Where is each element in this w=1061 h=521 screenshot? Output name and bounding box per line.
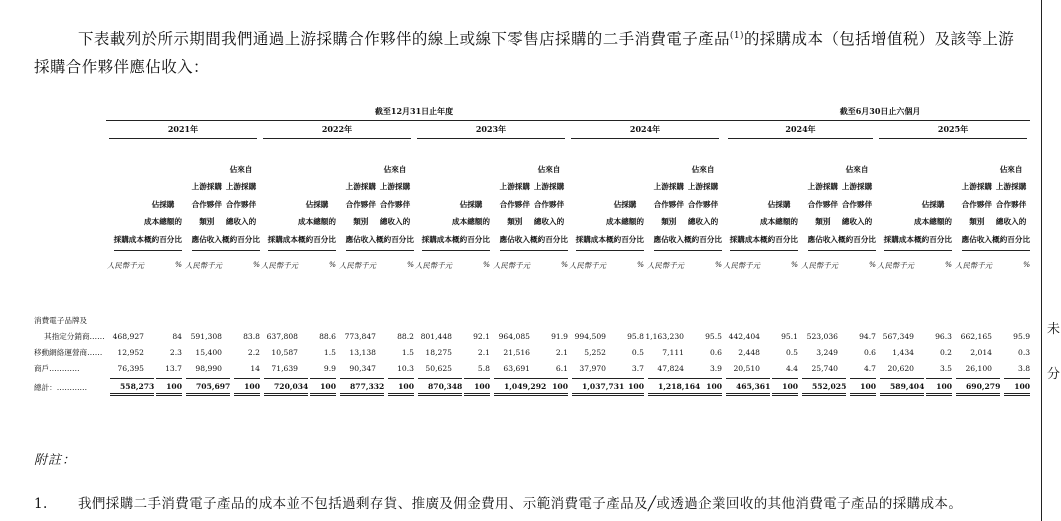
total-cell: 720,034	[264, 378, 308, 396]
table-cell: 13,138	[349, 347, 376, 357]
column-header	[962, 178, 992, 251]
total-cell: 100	[926, 378, 952, 396]
unit-cell: 人民幣千元	[493, 261, 530, 270]
total-cell: 690,279	[956, 378, 1000, 396]
table-cell: 0.3	[1018, 347, 1031, 357]
table-cell: 95.8	[627, 331, 644, 341]
column-header	[576, 231, 606, 252]
column-header-line: 佔採購	[613, 199, 637, 209]
side-mark-2: 分	[1047, 367, 1061, 382]
side-mark-1: 未	[1047, 322, 1061, 337]
table-cell: 468,927	[112, 331, 144, 341]
table-cell: 83.8	[243, 331, 260, 341]
column-header-line: 類別	[199, 217, 215, 226]
column-header-line: 總收入的	[841, 217, 873, 226]
column-header-line: 類別	[969, 217, 985, 226]
unit-cell: %	[328, 260, 336, 269]
total-label: 總計：…………	[34, 382, 88, 392]
column-header-line: 採購成本	[729, 234, 761, 244]
column-header-line: 應佔收入	[807, 234, 839, 244]
unit-cell: 人民幣千元	[185, 261, 222, 270]
column-header-line: 合作夥伴	[345, 199, 376, 209]
table-cell: 12,952	[117, 347, 144, 357]
group-year-header: 截至12月31日止年度	[106, 102, 722, 121]
unit-cell: %	[636, 260, 644, 269]
column-header-line: 總收入的	[687, 217, 719, 226]
total-cell: 100	[1004, 378, 1030, 396]
total-cell: 558,273	[110, 378, 154, 396]
total-cell: 552,025	[802, 378, 846, 396]
table-cell: 71,639	[271, 363, 298, 373]
table-cell: 15,400	[195, 347, 222, 357]
total-cell: 1,049,292	[494, 378, 546, 396]
year-header-1: 2022年	[263, 124, 411, 139]
column-header-line: 上游採購	[225, 182, 257, 191]
table-cell: 6.1	[555, 363, 568, 373]
column-header-line: 概約百分比	[760, 234, 799, 244]
note-item-1	[34, 492, 1034, 512]
column-header-line: 類別	[507, 217, 523, 226]
year-header-row	[34, 121, 1030, 142]
column-header-line: 應佔收入	[961, 234, 993, 244]
note-number: 1.	[34, 496, 48, 512]
table-cell: 20,510	[733, 363, 761, 373]
table-row-label	[34, 312, 1030, 328]
column-header-line: 成本總額的	[144, 217, 182, 226]
table-cell: 567,349	[882, 331, 915, 341]
column-header-line: 總收入的	[379, 217, 411, 226]
total-cell: 870,348	[418, 378, 462, 396]
table-cell: 442,404	[728, 331, 761, 341]
unit-cell: %	[406, 260, 414, 269]
column-header-line: 上游採購	[687, 182, 719, 191]
unit-cell: 人民幣千元	[339, 261, 376, 270]
column-header-line: 概約百分比	[298, 234, 336, 244]
column-header-line: 概約百分比	[914, 234, 953, 244]
column-header	[654, 178, 684, 251]
column-header-line: 佔來自	[537, 164, 561, 174]
table-cell: 5,252	[584, 347, 606, 357]
column-header-line: 合作夥伴	[225, 199, 257, 209]
unit-cell: %	[482, 260, 490, 269]
column-header-line: 佔採購	[305, 199, 329, 209]
column-header-line: 總收入的	[995, 217, 1027, 226]
column-header	[268, 231, 298, 252]
column-header-line: 上游採購	[807, 182, 839, 191]
column-header-line: 應佔收入	[191, 234, 222, 244]
unit-cell: %	[174, 260, 182, 269]
table-cell: 18,275	[425, 347, 452, 357]
total-cell: 100	[310, 378, 336, 396]
total-cell: 1,037,731	[572, 378, 624, 396]
column-header	[884, 231, 914, 252]
table-cell: 637,808	[266, 331, 298, 341]
column-header-line: 佔採購	[921, 199, 945, 209]
column-header-line: 概約百分比	[452, 234, 490, 244]
table-cell: 21,516	[503, 347, 530, 357]
column-header-line: 概約百分比	[530, 234, 568, 244]
table-cell: 964,085	[498, 331, 530, 341]
table-cell: 76,395	[117, 363, 144, 373]
table-cell: 10.3	[397, 363, 414, 373]
unit-cell: 人民幣千元	[261, 261, 298, 270]
column-header-line: 採購成本	[421, 234, 452, 244]
table-cell: 3,249	[816, 347, 839, 357]
unit-cell: 人民幣千元	[107, 261, 144, 270]
table-cell: 1,434	[892, 347, 915, 357]
table-cell: 88.2	[397, 331, 414, 341]
column-header-line: 佔來自	[845, 164, 869, 174]
total-cell: 100	[464, 378, 490, 396]
intro-paragraph	[34, 22, 1024, 81]
intro-text-b: 的採購成本（包括增值税）及該等上游採購合作夥伴應佔收入：	[34, 30, 1015, 76]
table-cell: 591,308	[190, 331, 222, 341]
total-cell: 100	[618, 378, 644, 396]
column-header-line: 概約百分比	[684, 234, 723, 244]
table-row	[34, 360, 1030, 376]
table-cell: 95.9	[1013, 331, 1031, 341]
table-cell: 98,990	[195, 363, 222, 373]
column-header-line: 總收入的	[533, 217, 565, 226]
total-cell: 877,332	[340, 378, 384, 396]
row-label: 商戶…………	[34, 363, 80, 373]
column-header-line: 類別	[661, 217, 677, 226]
column-header-line: 採購成本	[113, 234, 144, 244]
column-header	[808, 178, 838, 251]
column-header-line: 合作夥伴	[379, 199, 411, 209]
column-header-line: 概約百分比	[606, 234, 644, 244]
year-header-3: 2024年	[571, 124, 719, 139]
note-text: 我們採購二手消費電子產品的成本並不包括過剩存貨、推廣及佣金費用、示範消費電子產品及╱或透過企業回收的其他消費電子產品的採購成本。	[78, 496, 963, 512]
column-header-line: 上游採購	[499, 182, 530, 191]
column-header-line: 應佔收入	[499, 234, 530, 244]
table-cell: 801,448	[420, 331, 452, 341]
total-cell: 100	[772, 378, 798, 396]
table-cell: 3.5	[939, 363, 953, 373]
table-cell: 4.4	[785, 363, 799, 373]
table-cell: 994,509	[574, 331, 606, 341]
column-header	[144, 196, 182, 252]
table-cell: 96.3	[935, 331, 953, 341]
intro-text-a: 下表載列於所示期間我們通過上游採購合作夥伴的線上或線下零售店採購的二手消費電子產品	[78, 30, 730, 48]
unit-cell: 人民幣千元	[723, 261, 761, 270]
column-header-line: 總收入的	[225, 217, 257, 226]
total-cell: 100	[388, 378, 414, 396]
column-header-line: 合作夥伴	[961, 199, 993, 209]
total-cell: 100	[696, 378, 722, 396]
row-label: 移動網絡運營商……	[34, 347, 103, 357]
page-edge-line	[1041, 0, 1042, 521]
total-cell: 100	[542, 378, 568, 396]
table-cell: 523,036	[806, 331, 839, 341]
column-header-line: 概約百分比	[838, 234, 877, 244]
unit-row	[34, 254, 1030, 290]
total-cell: 465,361	[726, 378, 770, 396]
unit-cell: %	[252, 260, 260, 269]
column-header-line: 合作夥伴	[191, 199, 222, 209]
column-header-line: 佔來自	[383, 164, 407, 174]
column-header-line: 合作夥伴	[499, 199, 530, 209]
column-header-line: 合作夥伴	[841, 199, 873, 209]
table-cell: 10,587	[271, 347, 298, 357]
column-header-line: 成本總額的	[452, 217, 490, 226]
column-header	[192, 178, 222, 251]
table-cell: 4.7	[863, 363, 877, 373]
column-header	[422, 231, 452, 252]
table-cell: 47,824	[657, 363, 684, 373]
table-cell: 2,014	[970, 347, 993, 357]
column-header-line: 成本總額的	[760, 217, 799, 226]
column-header-line: 採購成本	[575, 234, 606, 244]
total-cell: 1,218,164	[648, 378, 700, 396]
column-header-line: 合作夥伴	[533, 199, 565, 209]
table-cell: 90,347	[349, 363, 376, 373]
column-header-line: 概約百分比	[376, 234, 414, 244]
total-cell: 589,404	[880, 378, 924, 396]
table-cell: 9.9	[323, 363, 336, 373]
column-header	[606, 196, 644, 252]
column-header-line: 概約百分比	[222, 234, 260, 244]
table-cell: 25,740	[811, 363, 839, 373]
table-cell: 95.5	[705, 331, 723, 341]
table-cell: 0.5	[631, 347, 644, 357]
column-header	[298, 196, 336, 252]
column-header	[500, 178, 530, 251]
total-cell: 100	[156, 378, 182, 396]
table-cell: 37,970	[579, 363, 606, 373]
column-header	[114, 231, 144, 252]
table-row	[34, 344, 1030, 360]
table-cell: 20,620	[887, 363, 915, 373]
table-cell: 88.6	[319, 331, 336, 341]
total-cell: 100	[234, 378, 260, 396]
column-header	[376, 161, 414, 252]
column-header-line: 類別	[815, 217, 831, 226]
year-header-2: 2023年	[417, 124, 565, 139]
table-cell: 26,100	[965, 363, 993, 373]
table-row	[34, 328, 1030, 344]
table-cell: 2.3	[169, 347, 182, 357]
table-cell: 95.1	[781, 331, 799, 341]
total-row	[34, 376, 1030, 398]
table-cell: 1.5	[401, 347, 414, 357]
unit-cell: 人民幣千元	[877, 261, 915, 270]
row-label: 其指定分銷商……	[44, 331, 105, 341]
unit-cell: %	[868, 260, 877, 269]
column-header-line: 佔採購	[767, 199, 791, 209]
column-header-line: 佔來自	[691, 164, 715, 174]
table-cell: 1.5	[323, 347, 336, 357]
unit-cell: %	[714, 260, 723, 269]
group-header-row	[34, 102, 1030, 121]
table-cell: 0.2	[939, 347, 953, 357]
column-header-line: 佔來自	[229, 164, 253, 174]
column-header-line: 類別	[353, 217, 369, 226]
year-header-5: 2025年	[879, 124, 1027, 139]
column-header-line: 合作夥伴	[687, 199, 719, 209]
table-cell: 84	[172, 331, 182, 341]
unit-cell: %	[560, 260, 568, 269]
total-cell: 100	[850, 378, 876, 396]
column-header-line: 上游採購	[533, 182, 565, 191]
column-header-line: 合作夥伴	[995, 199, 1027, 209]
column-header-line: 採購成本	[267, 234, 298, 244]
table-cell: 3.9	[709, 363, 723, 373]
table-cell: 3.7	[631, 363, 644, 373]
column-header-line: 上游採購	[841, 182, 873, 191]
total-cell: 705,697	[186, 378, 230, 396]
table-cell: 2.1	[555, 347, 568, 357]
column-header	[222, 161, 260, 252]
table-cell: 1,163,230	[645, 331, 684, 341]
column-header	[730, 231, 760, 252]
table-cell: 94.7	[859, 331, 877, 341]
table-cell: 2,448	[738, 347, 761, 357]
unit-cell: 人民幣千元	[647, 261, 684, 270]
unit-cell: 人民幣千元	[569, 261, 606, 270]
column-header-line: 上游採購	[191, 182, 222, 191]
column-header	[914, 196, 952, 252]
table-cell: 2.2	[247, 347, 260, 357]
unit-cell: 人民幣千元	[415, 261, 452, 270]
column-header	[838, 161, 876, 252]
table-cell: 92.1	[473, 331, 490, 341]
footnote-ref: (1)	[729, 31, 744, 41]
column-header-line: 成本總額的	[298, 217, 336, 226]
year-header-0: 2021年	[109, 124, 257, 139]
table-cell: 0.5	[785, 347, 799, 357]
column-header-line: 上游採購	[379, 182, 411, 191]
unit-cell: 人民幣千元	[801, 261, 839, 270]
column-header	[760, 196, 798, 252]
column-header-line: 佔採購	[459, 199, 483, 209]
table-cell: 50,625	[425, 363, 452, 373]
unit-cell: %	[1023, 260, 1031, 269]
column-header-line: 上游採購	[961, 182, 993, 191]
procurement-cost-table	[34, 102, 1030, 398]
group-half-header: 截至6月30日止六個月	[722, 102, 1030, 121]
column-header	[452, 196, 490, 252]
column-header	[684, 161, 722, 252]
table-cell: 91.9	[551, 331, 568, 341]
unit-cell: 人民幣千元	[955, 261, 993, 270]
year-header-4: 2024年	[728, 124, 873, 139]
column-header-line: 上游採購	[653, 182, 684, 191]
column-header-line: 合作夥伴	[653, 199, 684, 209]
column-header-line: 應佔收入	[653, 234, 684, 244]
column-header	[992, 161, 1030, 252]
column-header-line: 成本總額的	[606, 217, 644, 226]
table-cell: 63,691	[503, 363, 530, 373]
column-header-line: 合作夥伴	[807, 199, 839, 209]
table-cell: 2.1	[477, 347, 490, 357]
column-header	[346, 178, 376, 251]
table-cell: 0.6	[863, 347, 877, 357]
column-header-line: 上游採購	[345, 182, 376, 191]
column-header	[530, 161, 568, 252]
table-cell: 3.8	[1018, 363, 1031, 373]
table-cell: 662,165	[960, 331, 993, 341]
column-header-line: 概約百分比	[992, 234, 1031, 244]
column-header-line: 佔採購	[151, 199, 175, 209]
table-cell: 7,111	[662, 347, 684, 357]
table-cell: 0.6	[709, 347, 723, 357]
unit-cell: %	[944, 260, 953, 269]
row-label: 消費電子品牌及	[34, 315, 88, 325]
column-header-line: 採購成本	[883, 234, 915, 244]
table-cell: 14	[250, 363, 260, 373]
table-cell: 5.8	[477, 363, 490, 373]
unit-cell: %	[790, 260, 799, 269]
column-header-line: 應佔收入	[345, 234, 376, 244]
column-header-line: 成本總額的	[914, 217, 953, 226]
column-header-row	[34, 141, 1030, 254]
column-header-line: 上游採購	[995, 182, 1027, 191]
column-header-line: 佔來自	[999, 164, 1023, 174]
table-cell: 13.7	[165, 363, 182, 373]
column-header-line: 概約百分比	[144, 234, 182, 244]
notes-title: 附註：	[34, 453, 77, 468]
table-cell: 773,847	[344, 331, 376, 341]
